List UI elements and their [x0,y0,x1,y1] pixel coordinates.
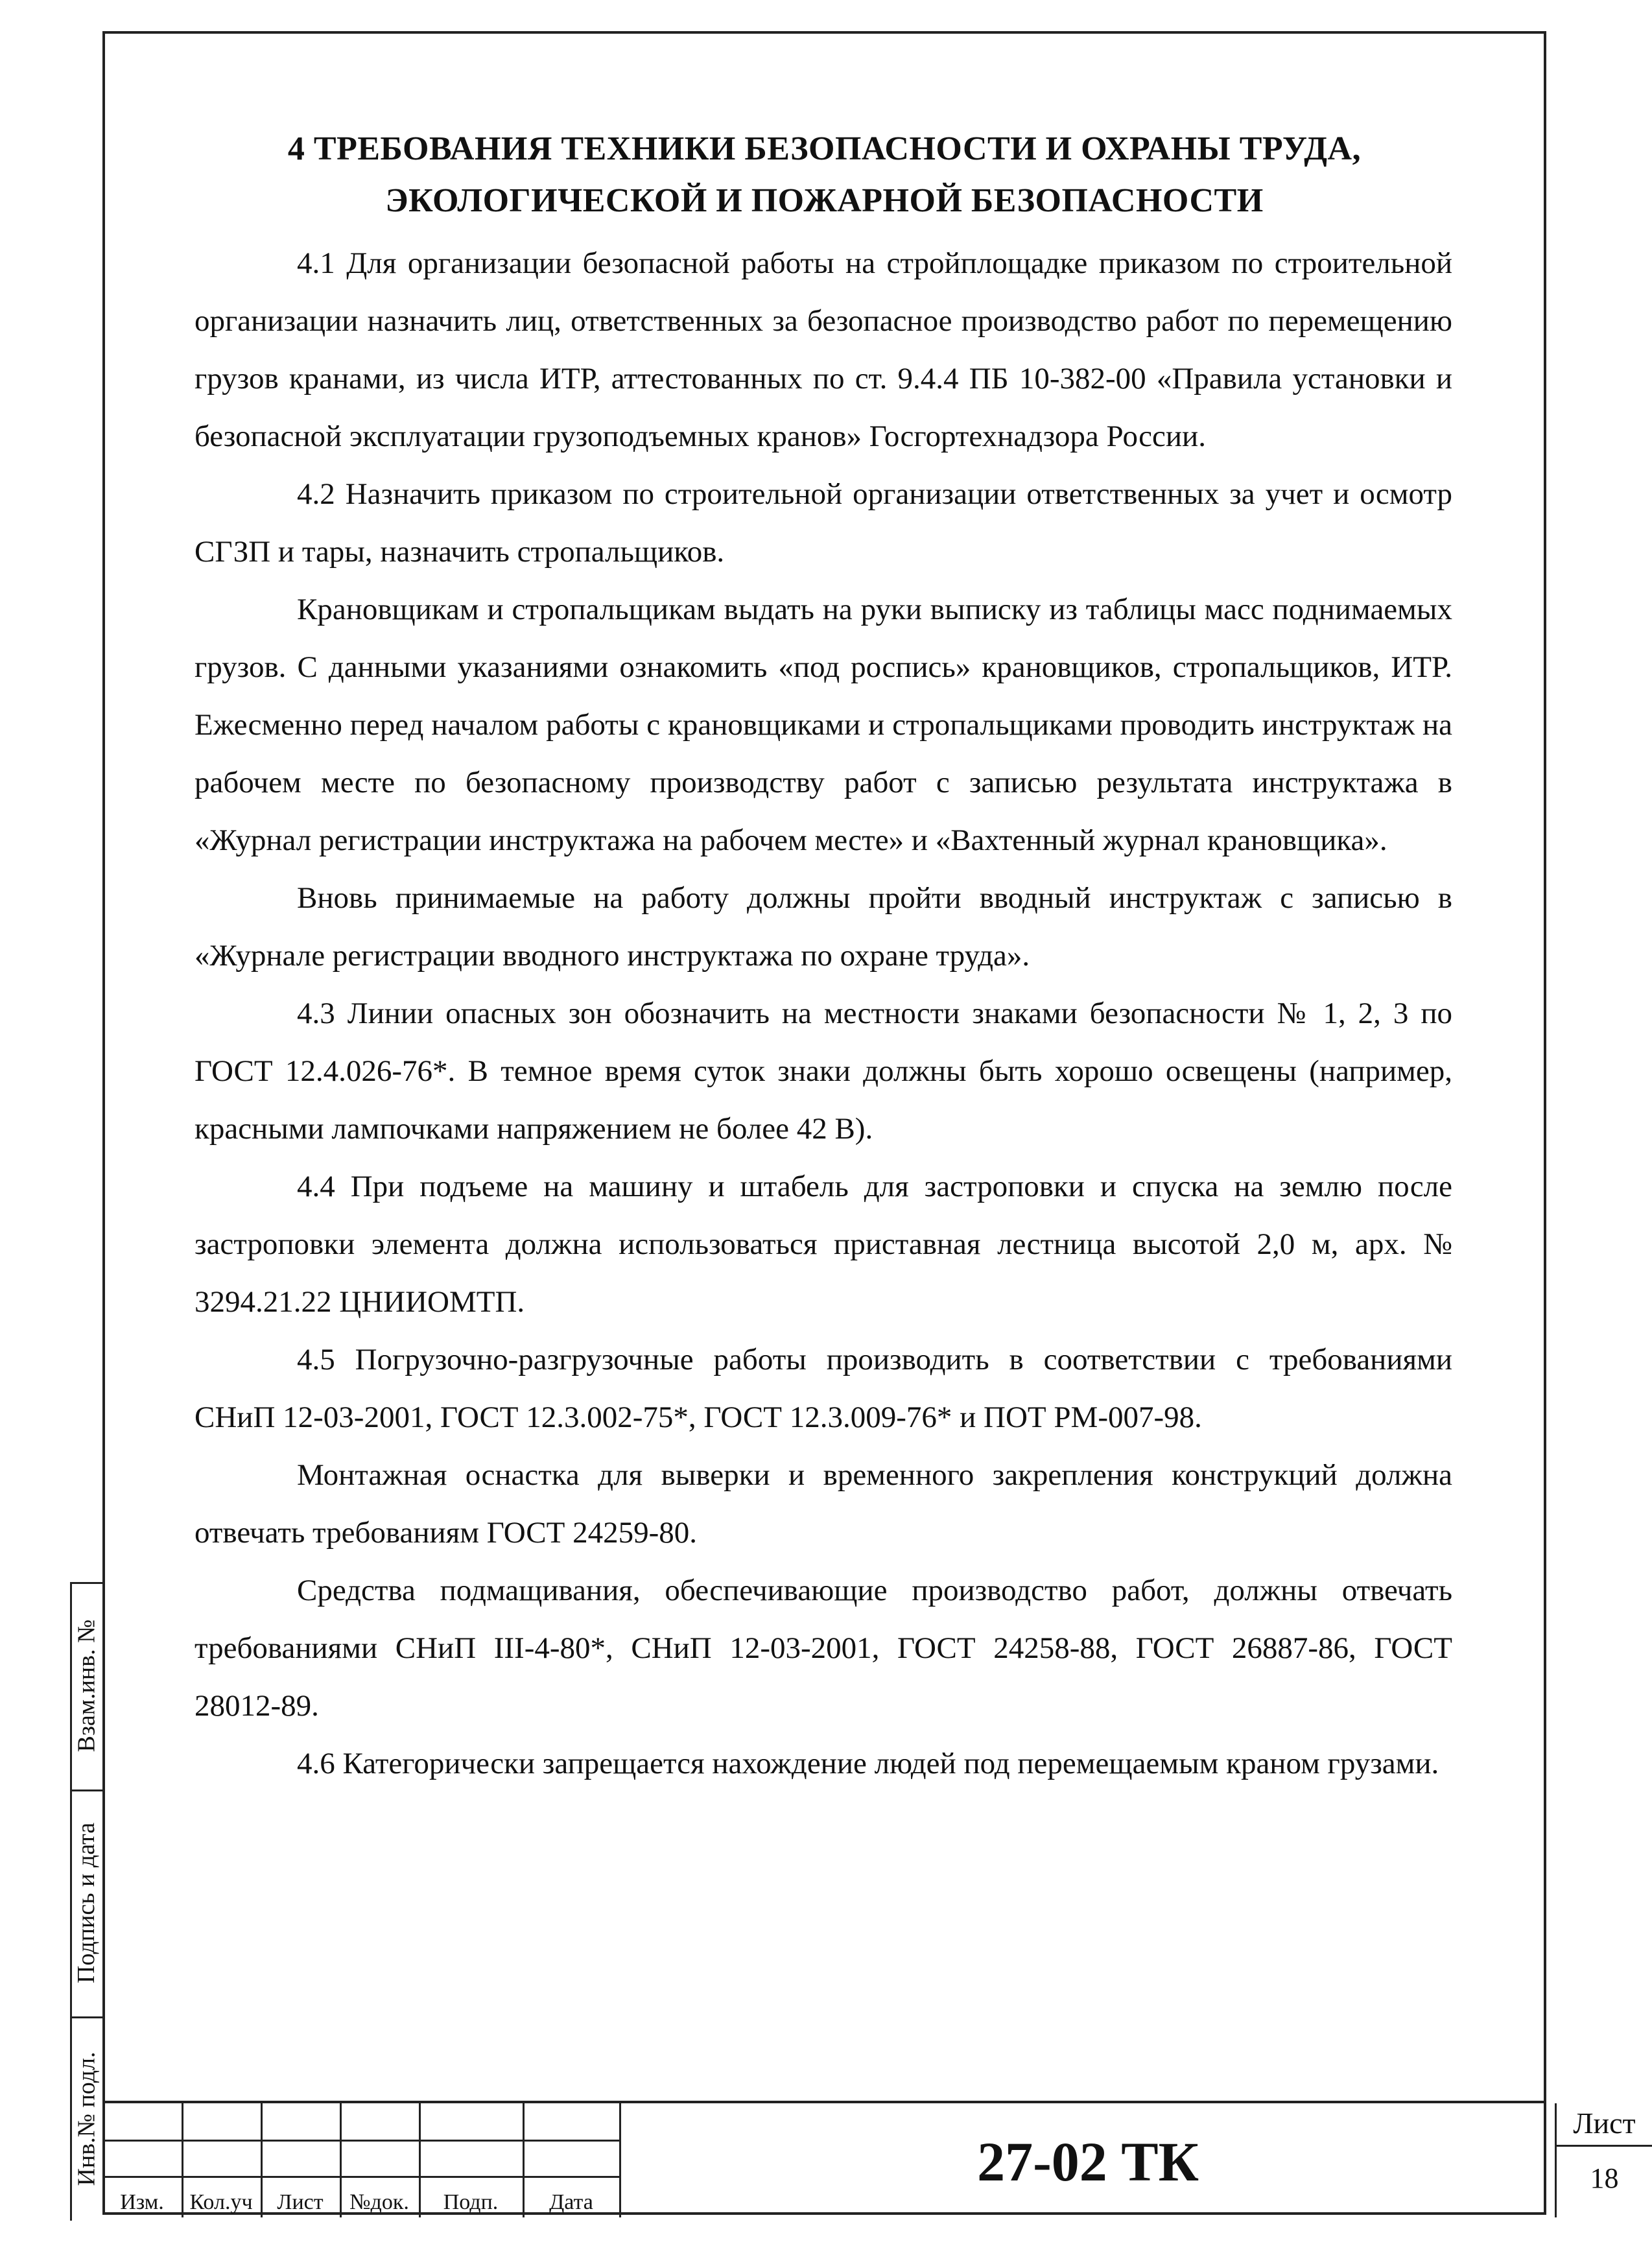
title-block [102,2101,1636,2217]
margin-label-vzam: Взам.инв. № [73,1619,100,1753]
document-code: 27-02 ТК [977,2131,1199,2193]
margin-label-podpis: Подпись и дата [73,1822,100,1984]
paragraph: 4.3 Линии опасных зон обозначить на местности знаками безопасности № 1, 2, 3 по ГОСТ 12.4.026-76*. В темное время суток знаки должны быть хорошо освещены (например, красными лампочками напряжением не более 42 В). [195,997,1452,1146]
paragraph: 4.6 Категорически запрещается нахождение людей под перемещаемым краном грузами. [297,1747,1439,1780]
paragraph: 4.1 Для организации безопасной работы на стройплощадке приказом по строительной организации назначить лиц, ответственных за безопасное производство работ по перемещению грузов кранами, из числа ИТР, аттестованных по ст. 9.4.4 ПБ 10-382-00 «Правила установки и безопасной эксплуатации грузоподъемных кранов» Госгортехнадзора России. [195,246,1452,453]
grid-line [102,2140,621,2142]
paragraph: Крановщикам и стропальщикам выдать на руки выписку из таблицы масс поднимаемых грузов. С данными указаниями ознакомить «под роспись» крановщиков, стропальщиков, ИТР. Ежесменно перед началом работы с крановщиками и стропальщиками проводить инструктаж на рабочем месте по безопасному производству работ с записью результата инструктажа в «Журнал регистрации инструктажа на рабочем месте» и «Вахтенный журнал крановщика». [195,593,1452,857]
section-heading-line2: ЭКОЛОГИЧЕСКОЙ И ПОЖАРНОЙ БЕЗОПАСНОСТИ [385,182,1264,219]
section-heading-line1: 4 ТРЕБОВАНИЯ ТЕХНИКИ БЕЗОПАСНОСТИ И ОХРАНЫ ТРУДА, [287,130,1362,167]
revision-grid [102,2103,621,2217]
margin-strip [70,1582,102,2221]
col-data: Дата [549,2190,593,2214]
col-podp: Подп. [443,2190,499,2214]
paragraph: 4.4 При подъеме на машину и штабель для застроповки и спуска на землю после застроповки элемента должна использоваться приставная лестница высотой 2,0 м, арх. № 3294.21.22 ЦНИИОМТП. [195,1170,1452,1319]
paragraph: 4.5 Погрузочно-разгрузочные работы производить в соответствии с требованиями СНиП 12-03-2001, ГОСТ 12.3.002-75*, ГОСТ 12.3.009-76* и ПОТ РМ-007-98. [195,1343,1452,1434]
col-list: Лист [277,2190,324,2214]
grid-line [102,2176,621,2178]
sheet-number: 18 [1590,2162,1619,2194]
sheet-divider [1557,2145,1652,2147]
paragraph: Средства подмащивания, обеспечивающие производство работ, должны отвечать требованиями СНиП III-4-80*, СНиП 12-03-2001, ГОСТ 24258-88, ГОСТ 26887-86, ГОСТ 28012-89. [195,1574,1452,1723]
margin-label-inv: Инв.№ подл. [73,2051,100,2186]
paragraph: Монтажная оснастка для выверки и временного закрепления конструкций должна отвечать требованиям ГОСТ 24259-80. [195,1458,1452,1550]
paragraph: Вновь принимаемые на работу должны пройти вводный инструктаж с записью в «Журнале регистрации вводного инструктажа по охране труда». [195,881,1452,973]
sheet-box [1555,2103,1652,2217]
col-kol-uch: Кол.уч [189,2190,253,2214]
sheet-label: Лист [1573,2107,1636,2140]
col-izm: Изм. [120,2190,164,2214]
document-body [195,235,1452,1793]
col-n-dok: №док. [349,2190,409,2214]
paragraph: 4.2 Назначить приказом по строительной организации ответственных за учет и осмотр СГЗП и тары, назначить стропальщиков. [195,477,1452,569]
